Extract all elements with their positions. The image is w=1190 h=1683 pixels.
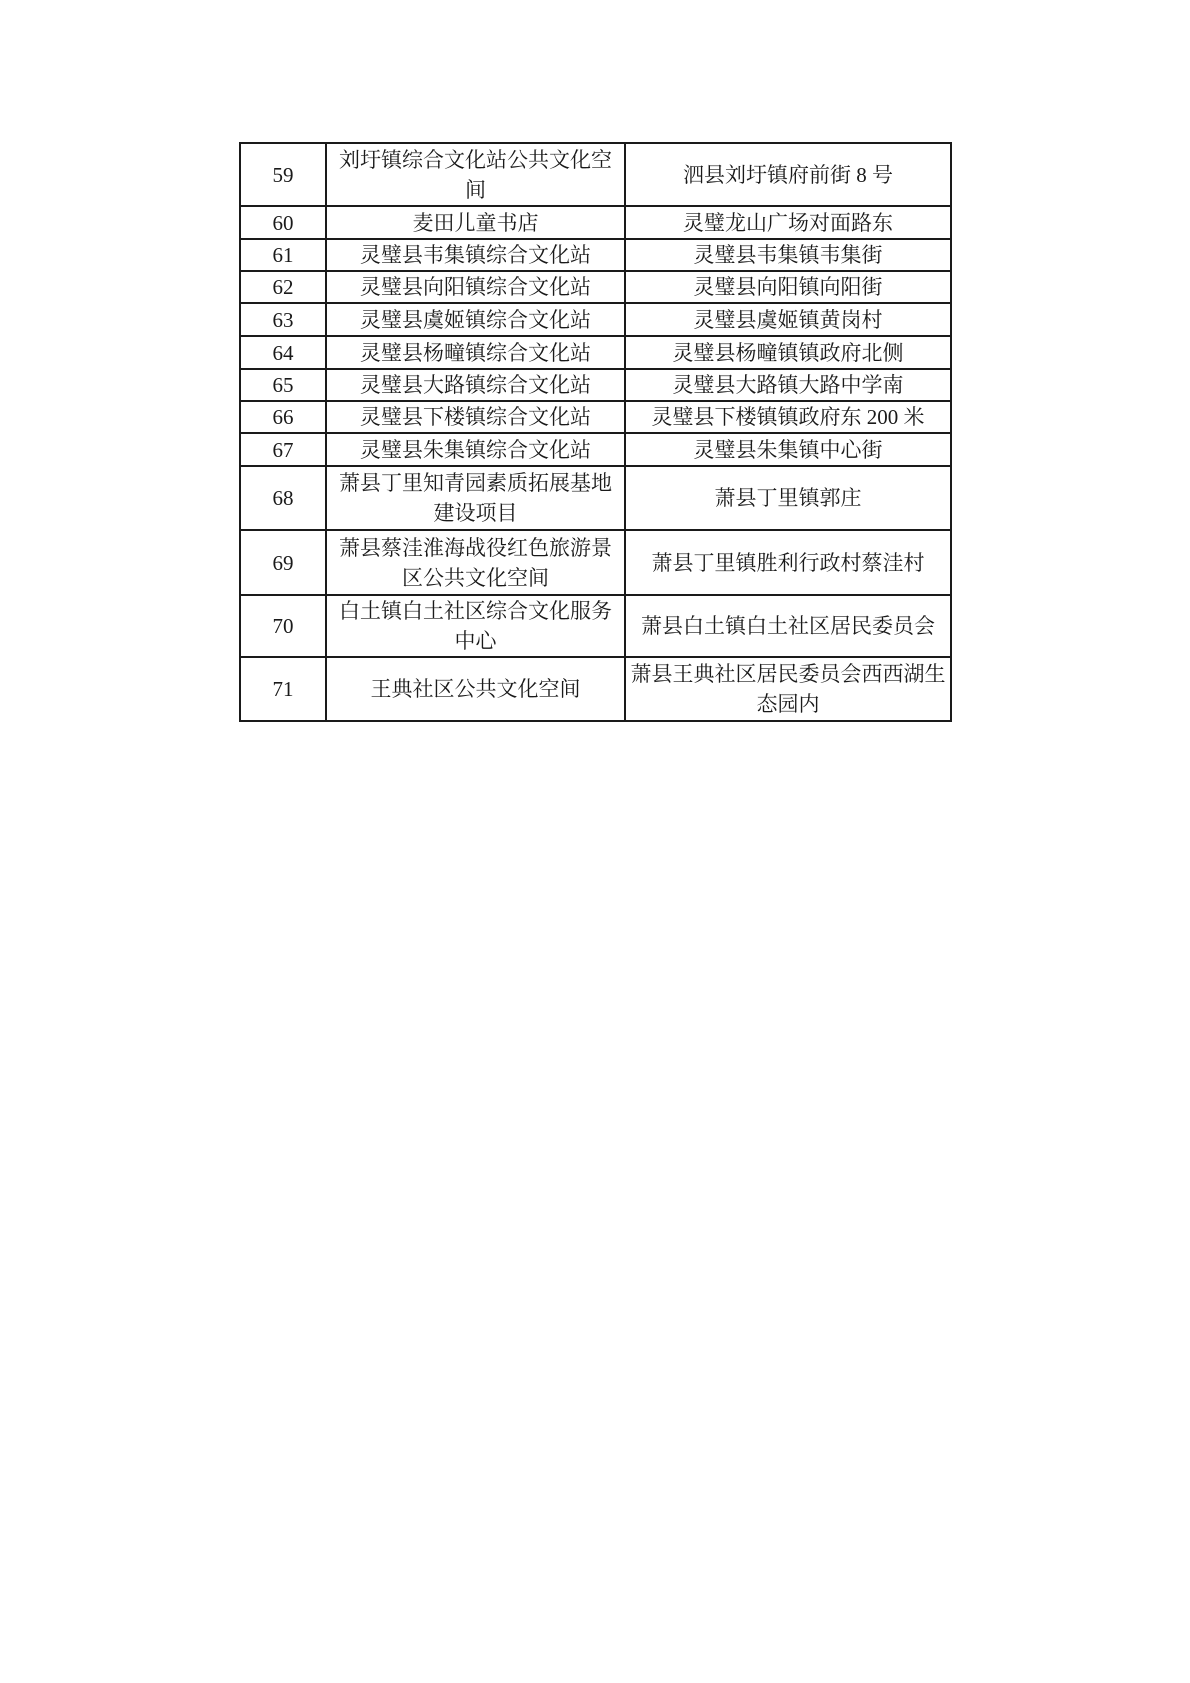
row-number-cell: 66 bbox=[240, 401, 326, 433]
table-row bbox=[240, 433, 951, 466]
address-cell: 灵璧县朱集镇中心街 bbox=[625, 433, 951, 466]
venue-name-cell: 灵璧县杨疃镇综合文化站 bbox=[326, 336, 625, 369]
row-number-cell: 61 bbox=[240, 239, 326, 271]
venue-name-cell: 王典社区公共文化空间 bbox=[326, 657, 625, 721]
row-number-cell: 67 bbox=[240, 433, 326, 466]
address-cell: 泗县刘圩镇府前街 8 号 bbox=[625, 143, 951, 206]
address-cell: 萧县白土镇白土社区居民委员会 bbox=[625, 595, 951, 657]
table-row bbox=[240, 595, 951, 657]
row-number-cell: 63 bbox=[240, 303, 326, 336]
address-cell: 灵璧县虞姬镇黄岗村 bbox=[625, 303, 951, 336]
row-number-cell: 59 bbox=[240, 143, 326, 206]
table-row bbox=[240, 303, 951, 336]
address-cell: 灵璧县杨疃镇镇政府北侧 bbox=[625, 336, 951, 369]
venue-name-cell: 刘圩镇综合文化站公共文化空间 bbox=[326, 143, 625, 206]
row-number-cell: 64 bbox=[240, 336, 326, 369]
address-cell: 灵璧县大路镇大路中学南 bbox=[625, 369, 951, 401]
venue-name-cell: 萧县蔡洼淮海战役红色旅游景区公共文化空间 bbox=[326, 530, 625, 595]
row-number-cell: 62 bbox=[240, 271, 326, 303]
row-number-cell: 65 bbox=[240, 369, 326, 401]
culture-space-table bbox=[239, 142, 952, 722]
venue-name-cell: 灵璧县虞姬镇综合文化站 bbox=[326, 303, 625, 336]
table-row bbox=[240, 369, 951, 401]
row-number-cell: 68 bbox=[240, 466, 326, 530]
venue-name-cell: 灵璧县韦集镇综合文化站 bbox=[326, 239, 625, 271]
row-number-cell: 70 bbox=[240, 595, 326, 657]
table-row bbox=[240, 530, 951, 595]
table-row bbox=[240, 657, 951, 721]
venue-name-cell: 灵璧县大路镇综合文化站 bbox=[326, 369, 625, 401]
table-row bbox=[240, 271, 951, 303]
table-row bbox=[240, 336, 951, 369]
row-number-cell: 60 bbox=[240, 206, 326, 239]
address-cell: 灵璧县下楼镇镇政府东 200 米 bbox=[625, 401, 951, 433]
row-number-cell: 69 bbox=[240, 530, 326, 595]
venue-name-cell: 麦田儿童书店 bbox=[326, 206, 625, 239]
address-cell: 灵璧县韦集镇韦集街 bbox=[625, 239, 951, 271]
address-cell: 萧县王典社区居民委员会西西湖生态园内 bbox=[625, 657, 951, 721]
venue-name-cell: 灵璧县下楼镇综合文化站 bbox=[326, 401, 625, 433]
address-cell: 灵璧县向阳镇向阳街 bbox=[625, 271, 951, 303]
venue-name-cell: 萧县丁里知青园素质拓展基地建设项目 bbox=[326, 466, 625, 530]
table-row bbox=[240, 206, 951, 239]
address-cell: 萧县丁里镇郭庄 bbox=[625, 466, 951, 530]
row-number-cell: 71 bbox=[240, 657, 326, 721]
venue-name-cell: 白土镇白土社区综合文化服务中心 bbox=[326, 595, 625, 657]
address-cell: 萧县丁里镇胜利行政村蔡洼村 bbox=[625, 530, 951, 595]
table-row bbox=[240, 239, 951, 271]
table-row bbox=[240, 143, 951, 206]
table-row bbox=[240, 401, 951, 433]
venue-name-cell: 灵璧县朱集镇综合文化站 bbox=[326, 433, 625, 466]
address-cell: 灵璧龙山广场对面路东 bbox=[625, 206, 951, 239]
table-row bbox=[240, 466, 951, 530]
venue-name-cell: 灵璧县向阳镇综合文化站 bbox=[326, 271, 625, 303]
